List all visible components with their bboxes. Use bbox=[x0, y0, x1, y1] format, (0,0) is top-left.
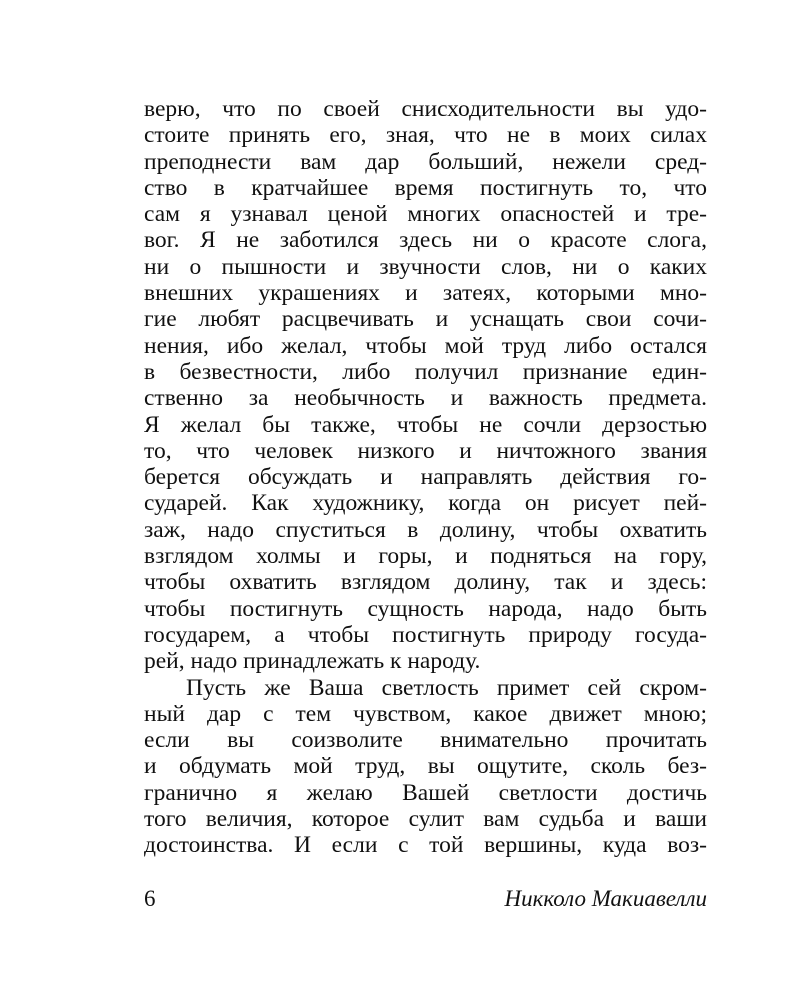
text-line: внешних украшениях и затеях, которыми мно- bbox=[144, 280, 707, 307]
text-line: взглядом холмы и горы, и подняться на гору, bbox=[144, 543, 707, 570]
page-footer bbox=[144, 885, 707, 913]
text-line: чтобы охватить взглядом долину, так и здесь: bbox=[144, 569, 707, 596]
text-line: в безвестности, либо получил признание един- bbox=[144, 358, 707, 385]
text-line: того величия, которое сулит вам судьба и ваши bbox=[144, 806, 707, 833]
text-line: и обдумать мой труд, вы ощутите, сколь без- bbox=[144, 753, 707, 780]
text-line: заж, надо спуститься в долину, чтобы охватить bbox=[144, 516, 707, 543]
text-line: гие любят расцвечивать и уснащать свои сочи- bbox=[144, 306, 707, 333]
running-title: Никколо Макиавелли bbox=[504, 886, 707, 911]
text-line: гранично я желаю Вашей светлости достичь bbox=[144, 779, 707, 806]
text-line: ни о пышности и звучности слов, ни о каких bbox=[144, 253, 707, 280]
body-text bbox=[144, 96, 707, 859]
text-line: Я желал бы также, чтобы не сочли дерзостью bbox=[144, 411, 707, 438]
text-line: государем, а чтобы постигнуть природу госуда- bbox=[144, 621, 707, 648]
page-number: 6 bbox=[144, 886, 156, 911]
text-line: нения, ибо желал, чтобы мой труд либо остался bbox=[144, 332, 707, 359]
text-line: стоите принять его, зная, что не в моих силах bbox=[144, 122, 707, 149]
text-line: то, что человек низкого и ничтожного звания bbox=[144, 437, 707, 464]
text-line: вог. Я не заботился здесь ни о красоте слога, bbox=[144, 227, 707, 254]
text-line: ный дар с тем чувством, какое движет мною; bbox=[144, 700, 707, 727]
text-line: сам я узнавал ценой многих опасностей и тре- bbox=[144, 201, 707, 228]
text-line: если вы соизволите внимательно прочитать bbox=[144, 727, 707, 754]
text-line: верю, что по своей снисходительности вы удо- bbox=[144, 96, 707, 122]
text-line: чтобы постигнуть сущность народа, надо быть bbox=[144, 595, 707, 622]
paragraph-end-line: рей, надо принадлежать к народу. bbox=[144, 648, 481, 675]
text-line: ственно за необычность и важность предмета. bbox=[144, 385, 707, 412]
paragraph-start-line: Пусть же Ваша светлость примет сей скром- bbox=[186, 674, 707, 701]
text-line: ство в кратчайшее время постигнуть то, что bbox=[144, 174, 707, 201]
text-line: берется обсуждать и направлять действия го- bbox=[144, 464, 707, 491]
text-line: достоинства. И если с той вершины, куда воз- bbox=[144, 832, 707, 859]
text-line: преподнести вам дар больший, нежели сред- bbox=[144, 148, 707, 175]
text-line: сударей. Как художнику, когда он рисует пей- bbox=[144, 490, 707, 517]
